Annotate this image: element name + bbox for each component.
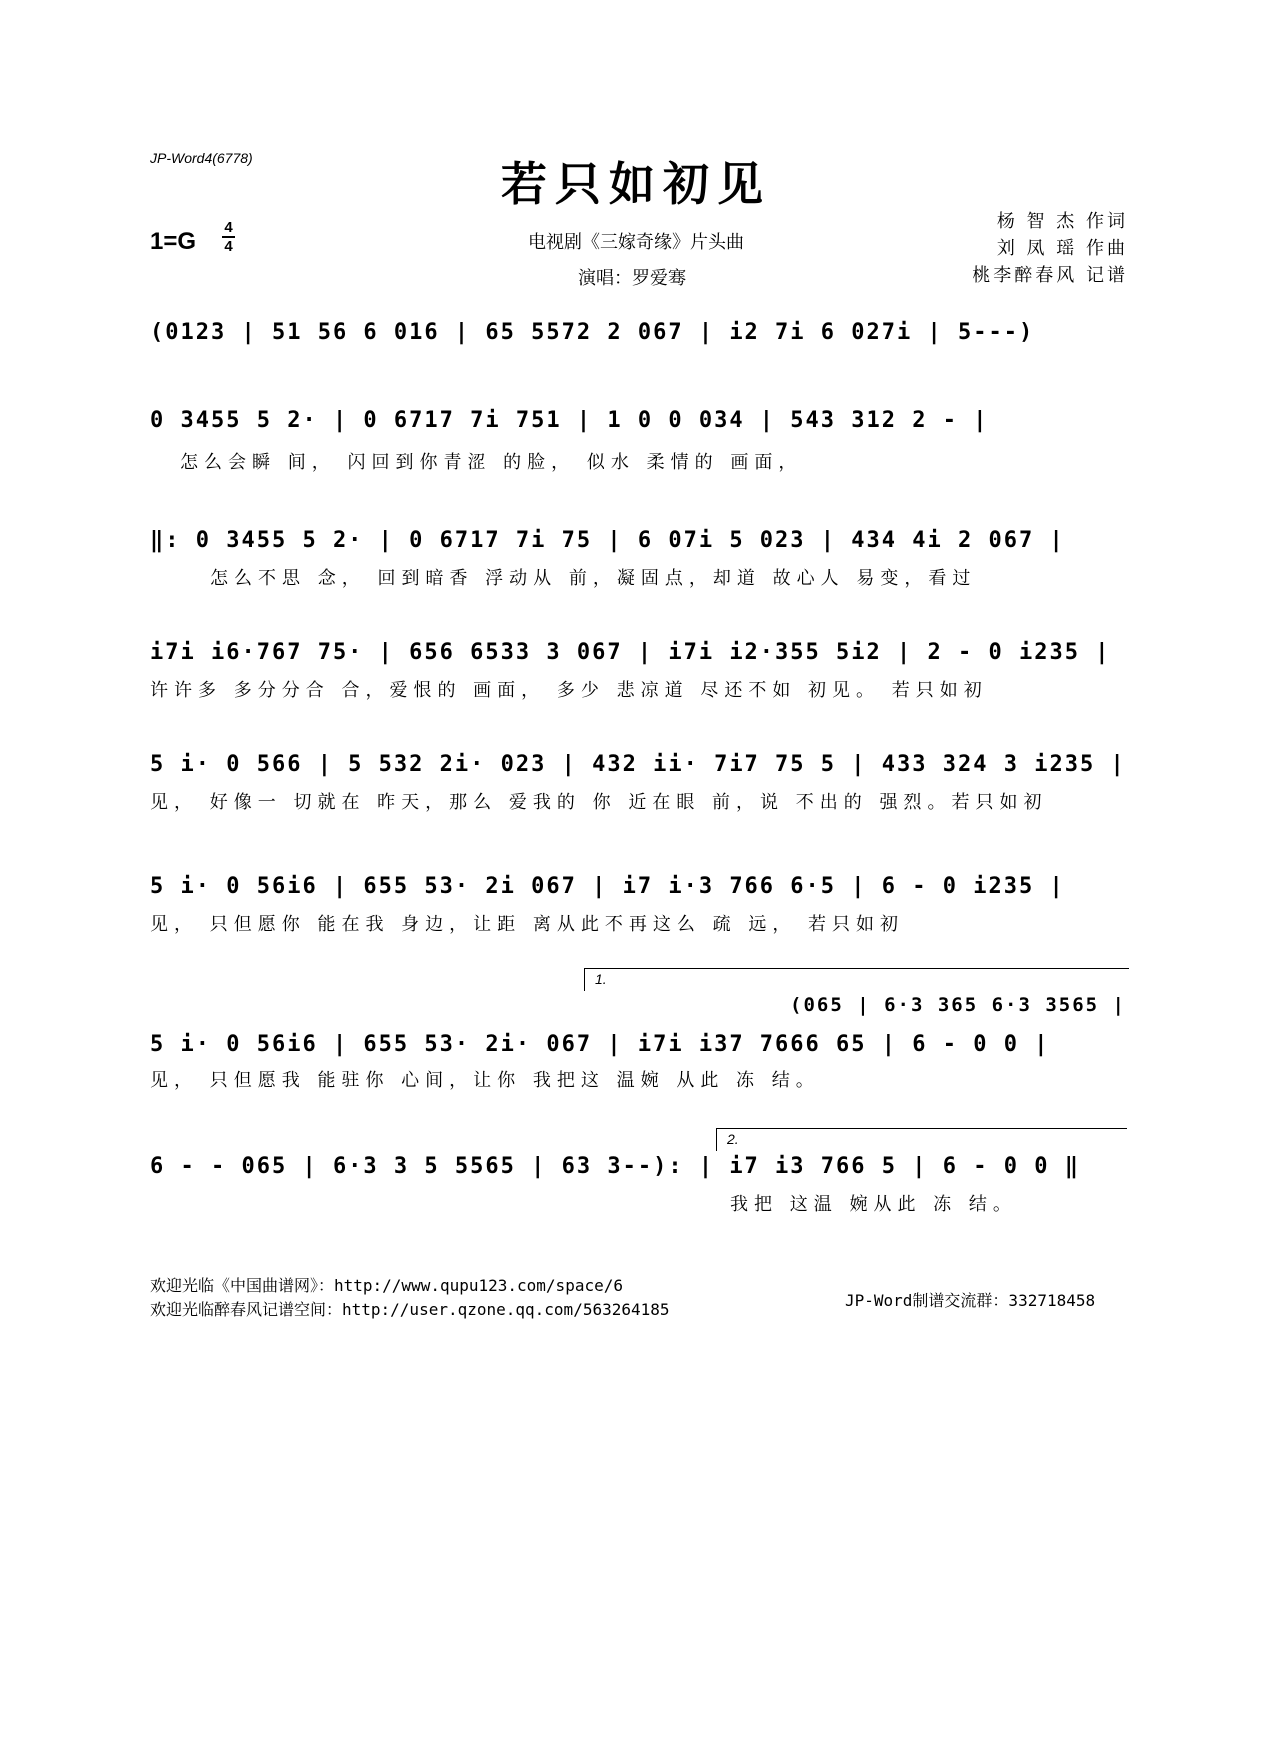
score-system-1 bbox=[150, 316, 1128, 356]
footer-link-qupu: 欢迎光临《中国曲谱网》：http://www.qupu123.com/space/6 bbox=[150, 1276, 623, 1295]
notation-line: i7i i6·767 75· | 656 6533 3 067 | i7i i2·355 5i2 | 2 - 0 i235 | bbox=[150, 640, 1111, 665]
song-title: 若只如初见 bbox=[501, 157, 771, 211]
footer-link-qzone: 欢迎光临醉春风记谱空间：http://user.qzone.qq.com/563264185 bbox=[150, 1300, 670, 1319]
score-system-5 bbox=[150, 752, 1128, 832]
song-subtitle: 电视剧《三嫁奇缘》片头曲 bbox=[528, 232, 744, 253]
volta-number: 1. bbox=[595, 971, 607, 987]
notation-line: (0123 | 51 56 6 016 | 65 5572 2 067 | i2 7i 6 027i | 5---) bbox=[150, 320, 1035, 345]
score-system-2 bbox=[150, 408, 1128, 488]
score-system-4 bbox=[150, 640, 1128, 720]
footer-links bbox=[150, 1274, 670, 1322]
notation-line: 5 i· 0 56i6 | 655 53· 2i 067 | i7 i·3 766 6·5 | 6 - 0 i235 | bbox=[150, 874, 1065, 899]
notation-line: ‖: 0 3455 5 2· | 0 6717 7i 75 | 6 07i 5 023 | 434 4i 2 067 | bbox=[150, 528, 1065, 553]
time-signature-top: 4 bbox=[224, 219, 233, 236]
lyrics-line: 我把 这温 婉从此 冻 结。 bbox=[730, 1194, 1017, 1215]
lyrics-line: 见， 好像一 切就在 昨天，那么 爱我的 你 近在眼 前，说 不出的 强烈。若只如初 bbox=[150, 792, 1048, 813]
lyrics-line: 见， 只但愿你 能在我 身边，让距 离从此不再这么 疏 远， 若只如初 bbox=[150, 914, 905, 935]
notation-line: 5 i· 0 566 | 5 532 2i· 023 | 432 ii· 7i7 75 5 | 433 324 3 i235 | bbox=[150, 752, 1126, 777]
composer-credit: 刘 凤 瑶 作曲 bbox=[996, 238, 1128, 259]
transcriber-credit: 桃李醉春风 记谱 bbox=[972, 265, 1128, 286]
accompaniment-line: (065 | 6·3 365 6·3 3565 | bbox=[790, 994, 1126, 1016]
volta-second-ending bbox=[716, 1128, 1127, 1151]
notation-line: 5 i· 0 56i6 | 655 53· 2i· 067 | i7i i37 7666 65 | 6 - 0 0 | bbox=[150, 1032, 1050, 1057]
lyrics-line: 怎么会瞬 间， 闪回到你青涩 的脸， 似水 柔情的 画面， bbox=[180, 452, 803, 473]
lyrics-line: 见， 只但愿我 能驻你 心间，让你 我把这 温婉 从此 冻 结。 bbox=[150, 1070, 820, 1091]
lyricist-credit: 杨 智 杰 作词 bbox=[996, 211, 1128, 232]
score-system-3 bbox=[150, 528, 1128, 608]
volta-number: 2. bbox=[727, 1131, 739, 1147]
notation-line: 6 - - 065 | 6·3 3 5 5565 | 63 3--): | i7 i3 766 5 | 6 - 0 0 ‖ bbox=[150, 1154, 1080, 1179]
time-signature-bottom: 4 bbox=[224, 238, 233, 255]
notation-line: 0 3455 5 2· | 0 6717 7i 751 | 1 0 0 034 | 543 312 2 - | bbox=[150, 408, 989, 433]
score-system-7 bbox=[150, 994, 1128, 1094]
lyrics-line: 许许多 多分分合 合，爱恨的 画面， 多少 悲凉道 尽还不如 初见。 若只如初 bbox=[150, 680, 988, 701]
singer-credit: 演唱：罗爱骞 bbox=[578, 268, 686, 289]
score-system-6 bbox=[150, 874, 1128, 954]
footer-group-info: JP-Word制谱交流群：332718458 bbox=[845, 1291, 1096, 1310]
edition-label: JP-Word4(6778) bbox=[150, 150, 253, 166]
lyrics-line: 怎么不思 念， 回到暗香 浮动从 前，凝固点，却道 故心人 易变，看过 bbox=[210, 568, 977, 589]
score-system-8 bbox=[150, 1154, 1128, 1234]
volta-first-ending bbox=[584, 968, 1129, 991]
key-signature: 1=G bbox=[150, 228, 197, 255]
credits-block bbox=[953, 208, 1128, 289]
